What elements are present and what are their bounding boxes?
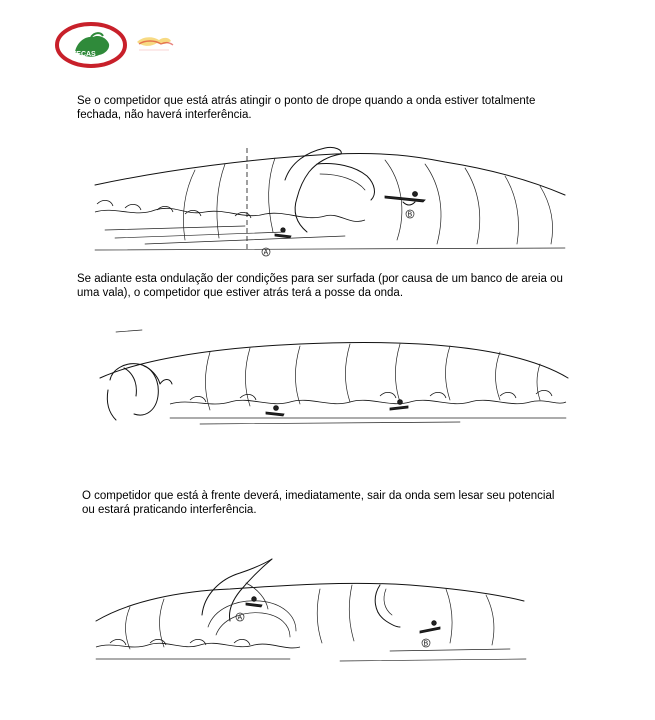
surfer-b-label: B [423,640,429,648]
surfer-a-label: A [263,249,269,257]
wave-illustration-1 [85,140,570,270]
partner-logo [131,28,177,56]
wave-illustration-3 [90,555,530,670]
logo-text: FECAS [72,51,96,58]
fecas-logo [55,22,127,68]
instruction-1: Se o competidor que está atrás atingir o ponto de drope quando a onda estiver totalmente fechada, não haverá interferência. [77,95,536,121]
instruction-2: Se adiante esta ondulação der condições para ser surfada (por causa de um banco de areia ou uma vala), o competidor que estiver atrás terá a posse da onda. [77,273,563,299]
surfer-b-label: B [407,211,413,219]
surfer-a-label: A [237,614,243,622]
instruction-3: O competidor que está à frente deverá, imediatamente, sair da onda sem lesar seu potencial ou estará praticando interferência. [82,490,555,516]
wave-illustration-2 [80,322,570,432]
